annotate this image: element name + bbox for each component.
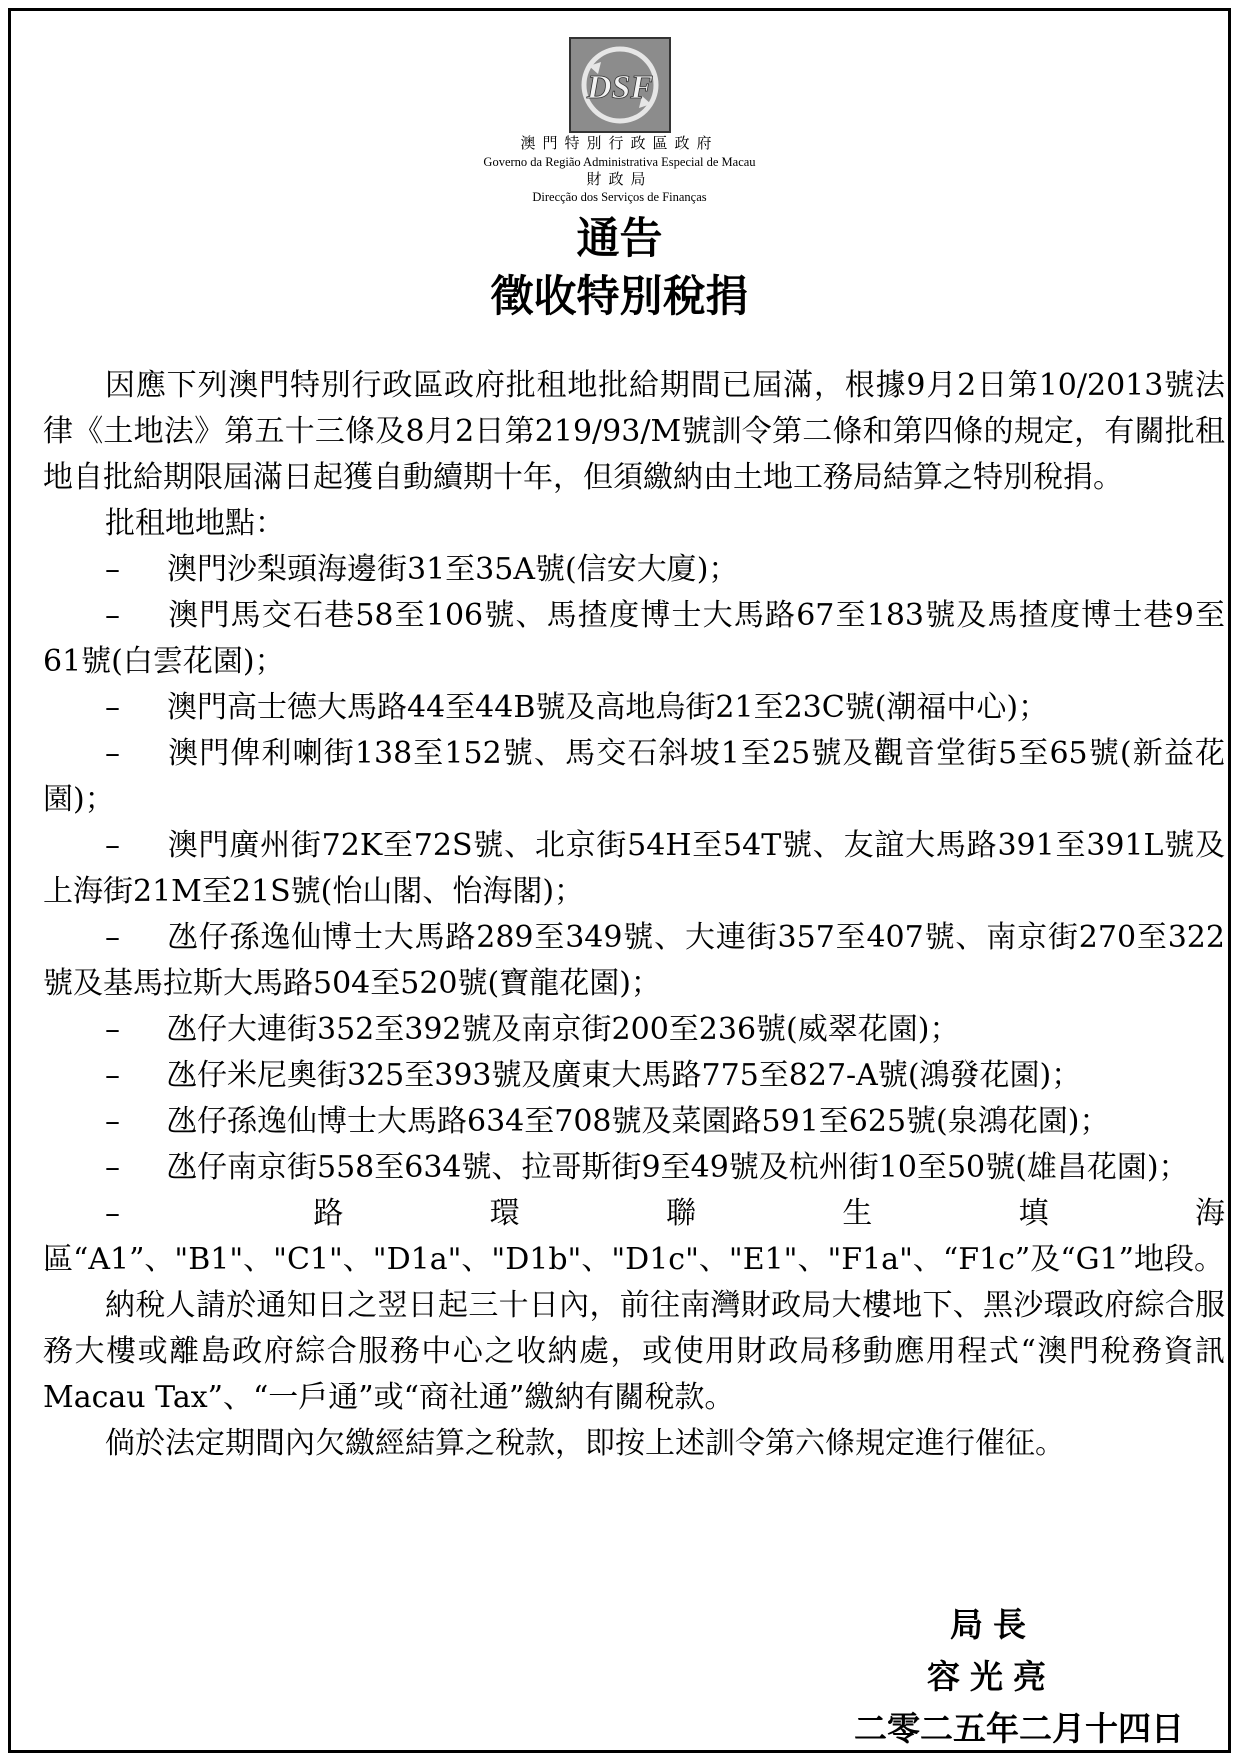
list-item: – 路環聯生填海區“A1”、"B1"、"C1"、"D1a"、"D1b"、"D1c"、"E1"、"F1a"、“F1c”及“G1”地段。 xyxy=(43,1196,1225,1277)
dept-name-pt: Direcção dos Serviços de Finanças xyxy=(532,190,707,205)
dsf-logo-icon xyxy=(565,36,675,134)
notice-title: 通告 xyxy=(576,214,663,264)
list-item: – 氹仔大連街352至392號及南京街200至236號(威翠花園)； xyxy=(105,1012,960,1047)
notice-date: 二零二五年二月十四日 xyxy=(854,1709,1184,1748)
penalty-paragraph: 倘於法定期間內欠繳經結算之稅款，即按上述訓令第六條規定進行催征。 xyxy=(105,1426,1065,1461)
signature-block xyxy=(854,1599,1184,1755)
intro-paragraph: 因應下列澳門特別行政區政府批租地批給期間已屆滿，根據9月2日第10/2013號法律《土地法》第五十三條及8月2日第219/93/M號訓令第二條和第四條的規定，有關批租地自批給期限屆滿日起獲自動續期十年，但須繳納由土地工務局結算之特別稅捐。 xyxy=(43,368,1225,495)
notice-subtitle: 徵收特別稅捐 xyxy=(490,272,749,322)
letterhead xyxy=(11,36,1228,206)
list-item: – 氹仔孫逸仙博士大馬路289至349號、大連街357至407號、南京街270至322號及基馬拉斯大馬路504至520號(寶龍花園)； xyxy=(43,920,1225,1001)
logo-text: DSF xyxy=(586,69,653,106)
list-item: – 氹仔米尼奧街325至393號及廣東大馬路775至827-A號(鴻發花園)； xyxy=(105,1058,1082,1093)
list-item: – 澳門高士德大馬路44至44B號及高地烏街21至23C號(潮福中心)； xyxy=(105,690,1049,725)
locations-list xyxy=(43,547,1225,1283)
list-item: – 澳門沙梨頭海邊街31至35A號(信安大廈)； xyxy=(105,552,739,587)
list-item: – 氹仔孫逸仙博士大馬路634至708號及菜園路591至625號(泉鴻花園)； xyxy=(105,1104,1110,1139)
list-item: – 澳門馬交石巷58至106號、馬揸度博士大馬路67至183號及馬揸度博士巷9至61號(白雲花園)； xyxy=(43,598,1225,679)
notice-body xyxy=(43,363,1225,1467)
dept-name-zh: 財政局 xyxy=(586,169,653,188)
org-name-zh: 澳門特別行政區政府 xyxy=(520,134,719,152)
signer-title: 局長 xyxy=(950,1605,1036,1644)
notice-frame xyxy=(8,8,1231,1753)
org-name-pt: Governo da Região Administrativa Especial de Macau xyxy=(483,154,756,169)
signer-name: 容光亮 xyxy=(927,1657,1056,1696)
list-item: – 氹仔南京街558至634號、拉哥斯街9至49號及杭州街10至50號(雄昌花園)； xyxy=(105,1150,1189,1185)
list-item: – 澳門俾利喇街138至152號、馬交石斜坡1至25號及觀音堂街5至65號(新益花園)； xyxy=(43,736,1225,817)
list-item: – 澳門廣州街72K至72S號、北京街54H至54T號、友誼大馬路391至391L號及上海街21M至21S號(怡山閣、怡海閣)； xyxy=(43,828,1225,909)
payment-paragraph: 納稅人請於通知日之翌日起三十日內，前往南灣財政局大樓地下、黑沙環政府綜合服務大樓或離島政府綜合服務中心之收納處，或使用財政局移動應用程式“澳門稅務資訊 Macau Tax”、“一戶通”或“商社通”繳納有關稅款。 xyxy=(43,1288,1225,1415)
locations-heading: 批租地地點： xyxy=(105,506,285,541)
